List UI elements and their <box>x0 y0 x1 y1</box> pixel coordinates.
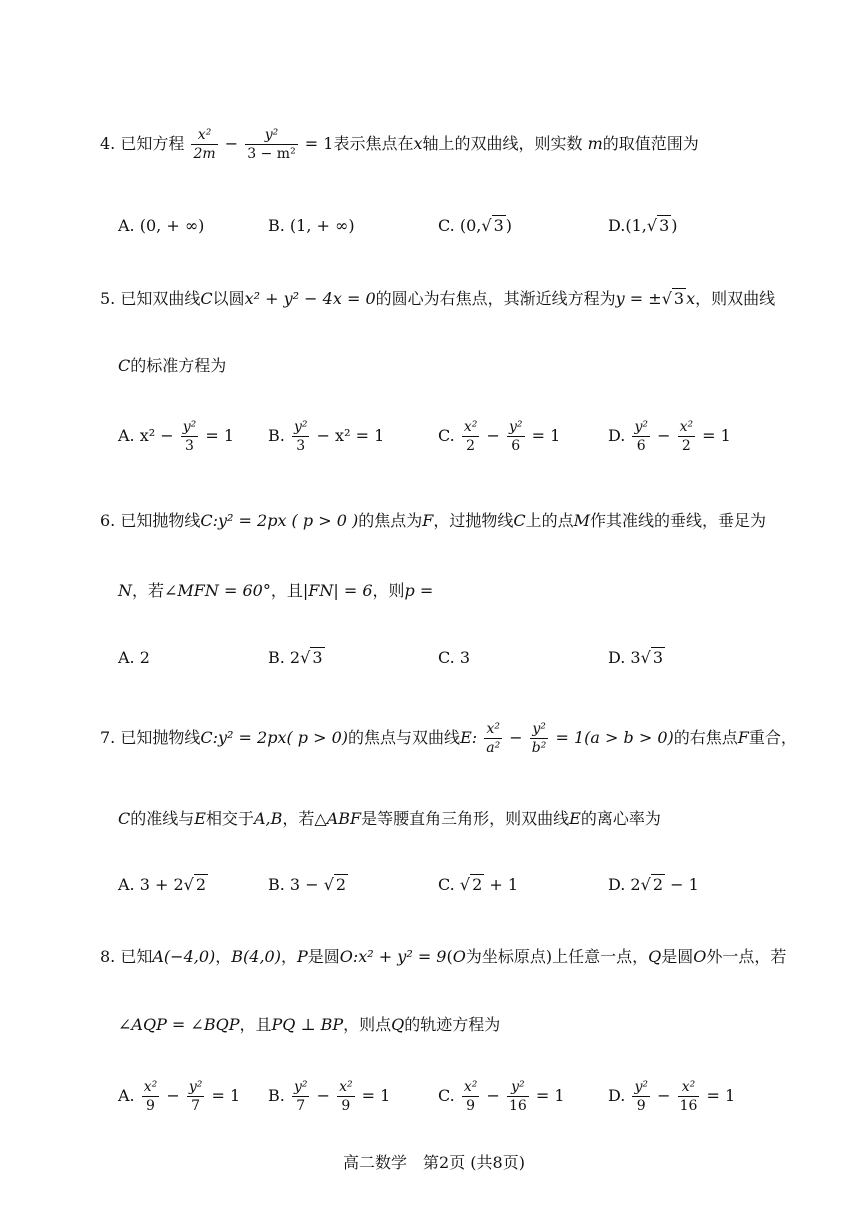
option-b: B. $\frac{\text{y²}}{7}$ − $\frac{\text{x²}}{9}$ = 1 <box>268 1079 391 1114</box>
fraction: $\frac{\text{x²}}{2m}$ <box>193 127 216 162</box>
option-a: A. (0, + ∞) <box>118 216 205 235</box>
fraction: $\frac{\text{y²}}{\text{3 − m²}}$ <box>247 127 296 162</box>
option-c: C. (0,√ 3 ) <box>438 216 512 235</box>
option-d: D. $\frac{\text{y²}}{9}$ − $\frac{\text{x²}}{16}$ = 1 <box>608 1079 736 1114</box>
question-4-stem: 4. 已知方程 $\frac{\text{x²}}{2m}$ − $\frac{\text{y²}}{\text{3 − m²}}$ = 1表示焦点在x轴上的双曲线，则实数 m的取值范围为 <box>100 127 699 162</box>
option-d: D.(1,√ 3 ) <box>608 216 678 235</box>
question-8-stem: 8. 已知A(−4,0)，B(4,0)，P是圆O:x² + y² = 9(O为坐标原点)上任意一点，Q是圆O外一点，若 <box>100 947 787 966</box>
option-c: C. $\frac{\text{x²}}{2}$ − $\frac{\text{y²}}{6}$ = 1 <box>438 419 561 454</box>
option-c: C. 3 <box>438 648 471 667</box>
option-c: C. $\frac{\text{x²}}{9}$ − $\frac{\text{y²}}{16}$ = 1 <box>438 1079 565 1114</box>
option-a: A. x² − $\frac{\text{y²}}{3}$ = 1 <box>118 419 235 454</box>
question-6-stem-line2: N，若∠MFN = 60°，且|FN| = 6，则p = <box>118 581 434 600</box>
question-5-stem-line2: C的标准方程为 <box>118 356 227 375</box>
option-b: B. 2√ 3 <box>268 648 323 667</box>
question-6-stem: 6. 已知抛物线C:y² = 2px ( p > 0 )的焦点为F，过抛物线C上的点M作其准线的垂线，垂足为 <box>100 511 767 530</box>
option-b: B. (1, + ∞) <box>268 216 355 235</box>
option-c: C. √ 2 + 1 <box>438 875 519 894</box>
question-5-stem: 5. 已知双曲线C以圆x² + y² − 4x = 0的圆心为右焦点，其渐近线方程为y = ±√ 3 x，则双曲线 <box>100 289 776 308</box>
option-a: A. 3 + 2√ 2 <box>118 875 207 894</box>
page-footer: 高二数学 第2页 (共8页) <box>343 1153 525 1172</box>
option-d: D. $\frac{\text{y²}}{6}$ − $\frac{\text{x²}}{2}$ = 1 <box>608 419 731 454</box>
question-7-stem: 7. 已知抛物线C:y² = 2px( p > 0)的焦点与双曲线E: $\frac{\text{x²}}{\text{a²}}$ − $\frac{\text{y²}}{\text{b²}}$ = 1(a > b > 0)的右焦点F重合， <box>100 721 797 756</box>
option-b: B. 3 − √ 2 <box>268 875 347 894</box>
option-d: D. 2√ 2 − 1 <box>608 875 699 894</box>
question-8-stem-line2: ∠AQP = ∠BQP，且PQ ⊥ BP，则点Q的轨迹方程为 <box>118 1015 501 1034</box>
question-7-stem-line2: C的准线与E相交于A,B，若△ABF是等腰直角三角形，则双曲线E的离心率为 <box>118 809 661 828</box>
option-a: A. $\frac{\text{x²}}{9}$ − $\frac{\text{y²}}{7}$ = 1 <box>118 1079 241 1114</box>
option-b: B. $\frac{\text{y²}}{3}$ − x² = 1 <box>268 419 385 454</box>
option-a: A. 2 <box>118 648 150 667</box>
option-d: D. 3√ 3 <box>608 648 663 667</box>
